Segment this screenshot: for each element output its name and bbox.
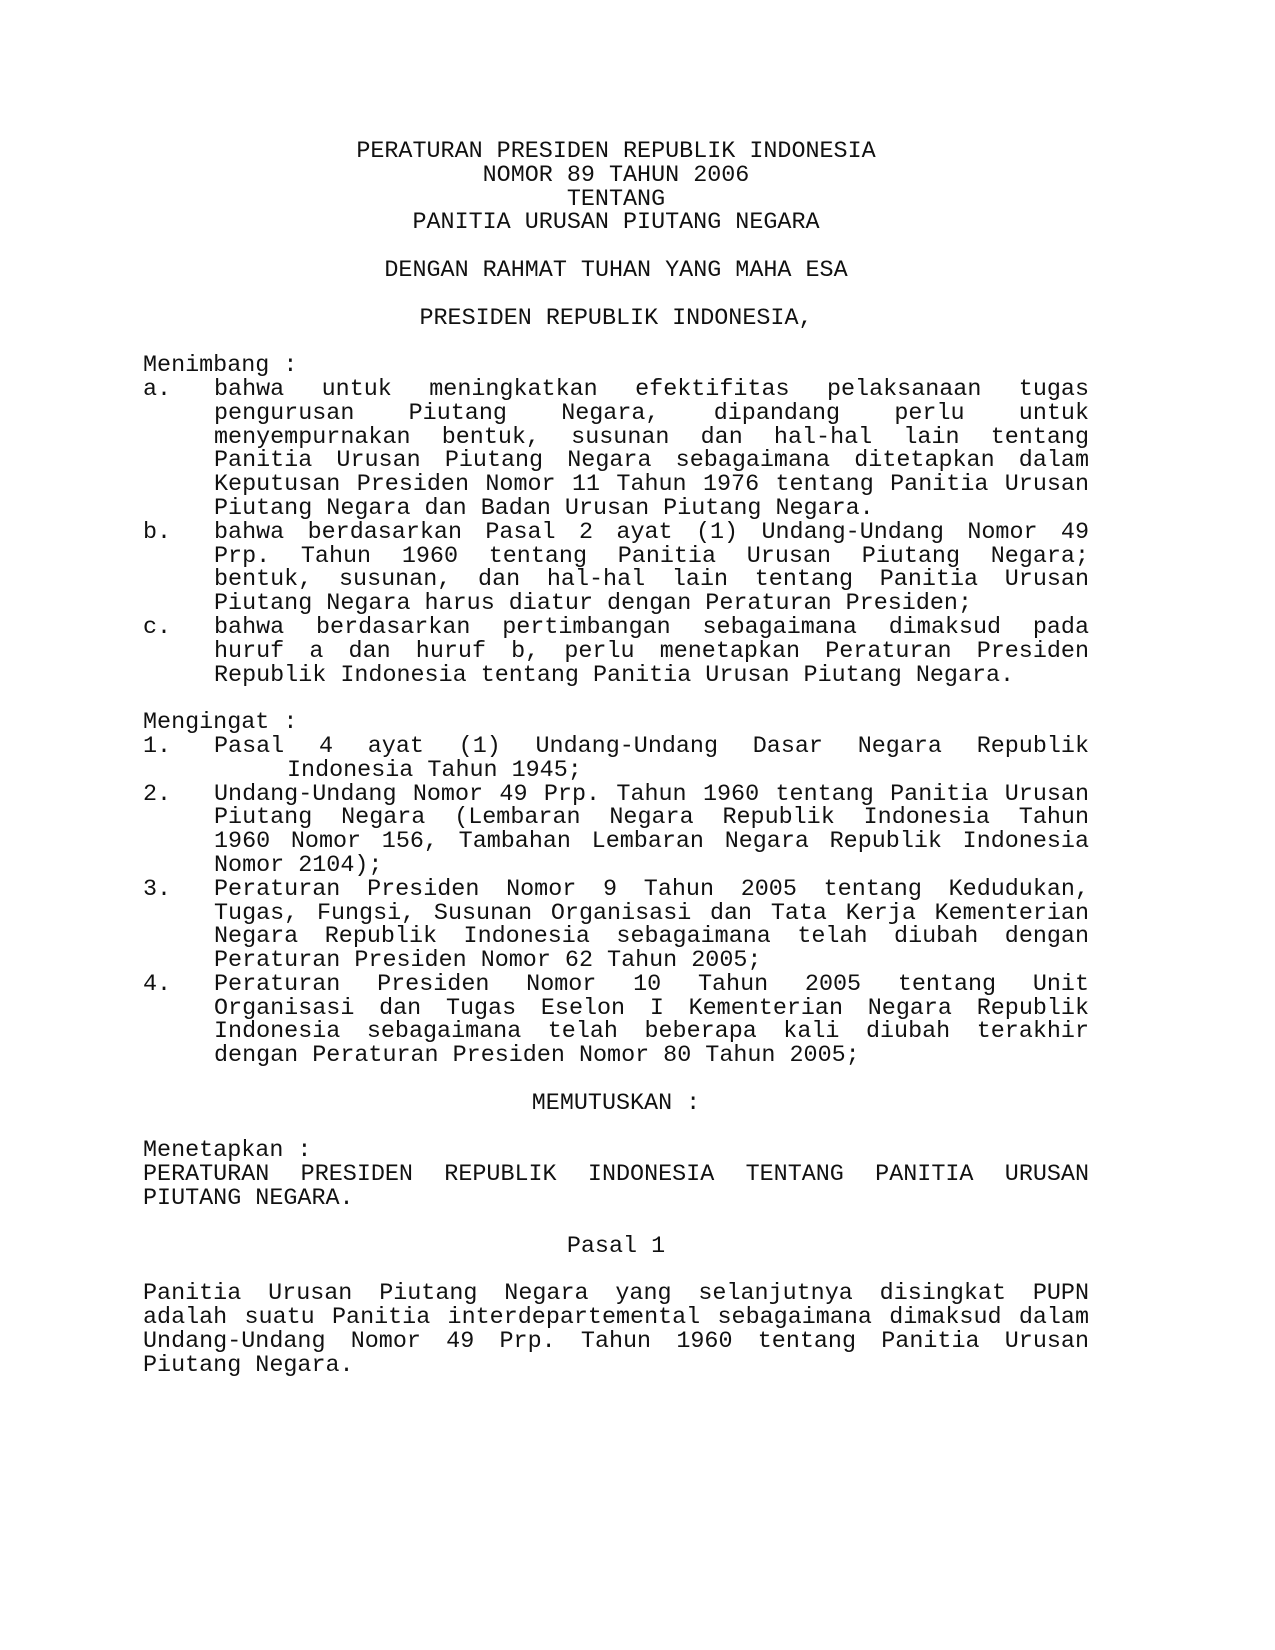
item-line: Keputusan Presiden Nomor 11 Tahun 1976 tentang Panitia Urusan <box>214 472 1089 499</box>
mengingat-label: Mengingat : <box>143 710 298 737</box>
blank-line <box>143 1117 1089 1141</box>
blank-line <box>143 1212 1089 1236</box>
menimbang-item <box>143 614 1089 689</box>
item-line: bentuk, susunan, dan hal-hal lain tentang Panitia Urusan <box>214 567 1089 594</box>
blank-line <box>143 284 1089 308</box>
pasal-1-title: Pasal 1 <box>566 1233 666 1260</box>
president-heading: PRESIDEN REPUBLIK INDONESIA, <box>419 305 813 332</box>
item-marker: b. <box>143 519 172 546</box>
document-page <box>143 141 1089 1378</box>
item-text <box>214 376 1089 522</box>
item-text <box>214 733 1089 784</box>
item-line: huruf a dan huruf b, perlu menetapkan Peraturan Presiden <box>214 638 1089 665</box>
item-line: Undang-Undang Nomor 49 Prp. Tahun 1960 tentang Panitia Urusan <box>214 781 1089 808</box>
item-line: bahwa berdasarkan Pasal 2 ayat (1) Undang-Undang Nomor 49 <box>214 519 1089 546</box>
title-line: PERATURAN PRESIDEN REPUBLIK INDONESIA <box>356 139 876 165</box>
item-line: Peraturan Presiden Nomor 9 Tahun 2005 tentang Kedudukan, <box>214 876 1089 903</box>
menetapkan-line: PIUTANG NEGARA. <box>143 1186 354 1213</box>
mengingat-item <box>143 971 1089 1070</box>
menimbang-item <box>143 519 1089 618</box>
item-line: Negara Republik Indonesia sebagaimana telah diubah dengan <box>214 924 1089 951</box>
item-line: Organisasi dan Tugas Eselon I Kementerian Negara Republik <box>214 995 1089 1022</box>
pasal-1-line: adalah suatu Panitia interdepartemental sebagaimana dimaksud dalam <box>143 1305 1089 1332</box>
item-marker: c. <box>143 614 172 641</box>
item-line: Pasal 4 ayat (1) Undang-Undang Dasar Negara Republik <box>214 733 1089 760</box>
invocation: DENGAN RAHMAT TUHAN YANG MAHA ESA <box>384 257 848 284</box>
item-text <box>214 781 1089 879</box>
item-line: Republik Indonesia tentang Panitia Urusan Piutang Negara. <box>214 662 1015 689</box>
item-marker: 4. <box>143 971 172 998</box>
pasal-1-line: Piutang Negara. <box>143 1352 354 1379</box>
item-line: dengan Peraturan Presiden Nomor 80 Tahun 2005; <box>214 1043 860 1070</box>
menetapkan-line: PERATURAN PRESIDEN REPUBLIK INDONESIA TENTANG PANITIA URUSAN <box>143 1162 1089 1189</box>
blank-line <box>143 688 1089 712</box>
item-line: pengurusan Piutang Negara, dipandang perlu untuk <box>214 400 1089 427</box>
item-marker: 1. <box>143 733 172 760</box>
blank-line <box>143 1069 1089 1093</box>
item-line: Piutang Negara (Lembaran Negara Republik Indonesia Tahun <box>214 805 1089 832</box>
menimbang-label: Menimbang : <box>143 353 298 380</box>
pasal-1-line: Panitia Urusan Piutang Negara yang selanjutnya disingkat PUPN <box>143 1281 1089 1308</box>
item-line: menyempurnakan bentuk, susunan dan hal-hal lain tentang <box>214 424 1089 451</box>
title-line: PANITIA URUSAN PIUTANG NEGARA <box>412 210 820 237</box>
memutuskan-heading: MEMUTUSKAN : <box>531 1090 701 1117</box>
blank-line <box>143 331 1089 355</box>
mengingat-item <box>143 781 1089 879</box>
item-line: Peraturan Presiden Nomor 10 Tahun 2005 tentang Unit <box>214 971 1089 998</box>
item-line: Tugas, Fungsi, Susunan Organisasi dan Tata Kerja Kementerian <box>214 900 1089 927</box>
item-line: Peraturan Presiden Nomor 62 Tahun 2005; <box>214 948 762 975</box>
title-line: NOMOR 89 TAHUN 2006 <box>482 162 750 189</box>
item-line: Indonesia Tahun 1945; <box>287 757 582 784</box>
blank-line <box>143 236 1089 260</box>
item-line: Piutang Negara dan Badan Urusan Piutang Negara. <box>214 495 874 522</box>
blank-line <box>143 1259 1089 1283</box>
item-line: Panitia Urusan Piutang Negara sebagaimana ditetapkan dalam <box>214 448 1089 475</box>
menimbang-item <box>143 376 1089 522</box>
item-text <box>214 614 1089 689</box>
item-line: 1960 Nomor 156, Tambahan Lembaran Negara Republik Indonesia <box>214 829 1089 856</box>
item-line: Piutang Negara harus diatur dengan Peraturan Presiden; <box>214 591 972 618</box>
pasal-1-line: Undang-Undang Nomor 49 Prp. Tahun 1960 tentang Panitia Urusan <box>143 1328 1089 1355</box>
item-marker: 2. <box>143 781 172 808</box>
item-marker: 3. <box>143 876 172 903</box>
title-line: TENTANG <box>566 186 666 213</box>
item-text <box>214 876 1089 975</box>
item-text <box>214 971 1089 1070</box>
item-line: bahwa untuk meningkatkan efektifitas pelaksanaan tugas <box>214 376 1089 403</box>
mengingat-item <box>143 876 1089 975</box>
menetapkan-label: Menetapkan : <box>143 1138 312 1165</box>
item-text <box>214 519 1089 618</box>
item-marker: a. <box>143 376 172 403</box>
item-line: Prp. Tahun 1960 tentang Panitia Urusan Piutang Negara; <box>214 543 1089 570</box>
item-line: Indonesia sebagaimana telah beberapa kali diubah terakhir <box>214 1019 1089 1046</box>
item-line: bahwa berdasarkan pertimbangan sebagaimana dimaksud pada <box>214 614 1089 641</box>
item-line: Nomor 2104); <box>214 852 383 879</box>
mengingat-item <box>143 733 1089 784</box>
